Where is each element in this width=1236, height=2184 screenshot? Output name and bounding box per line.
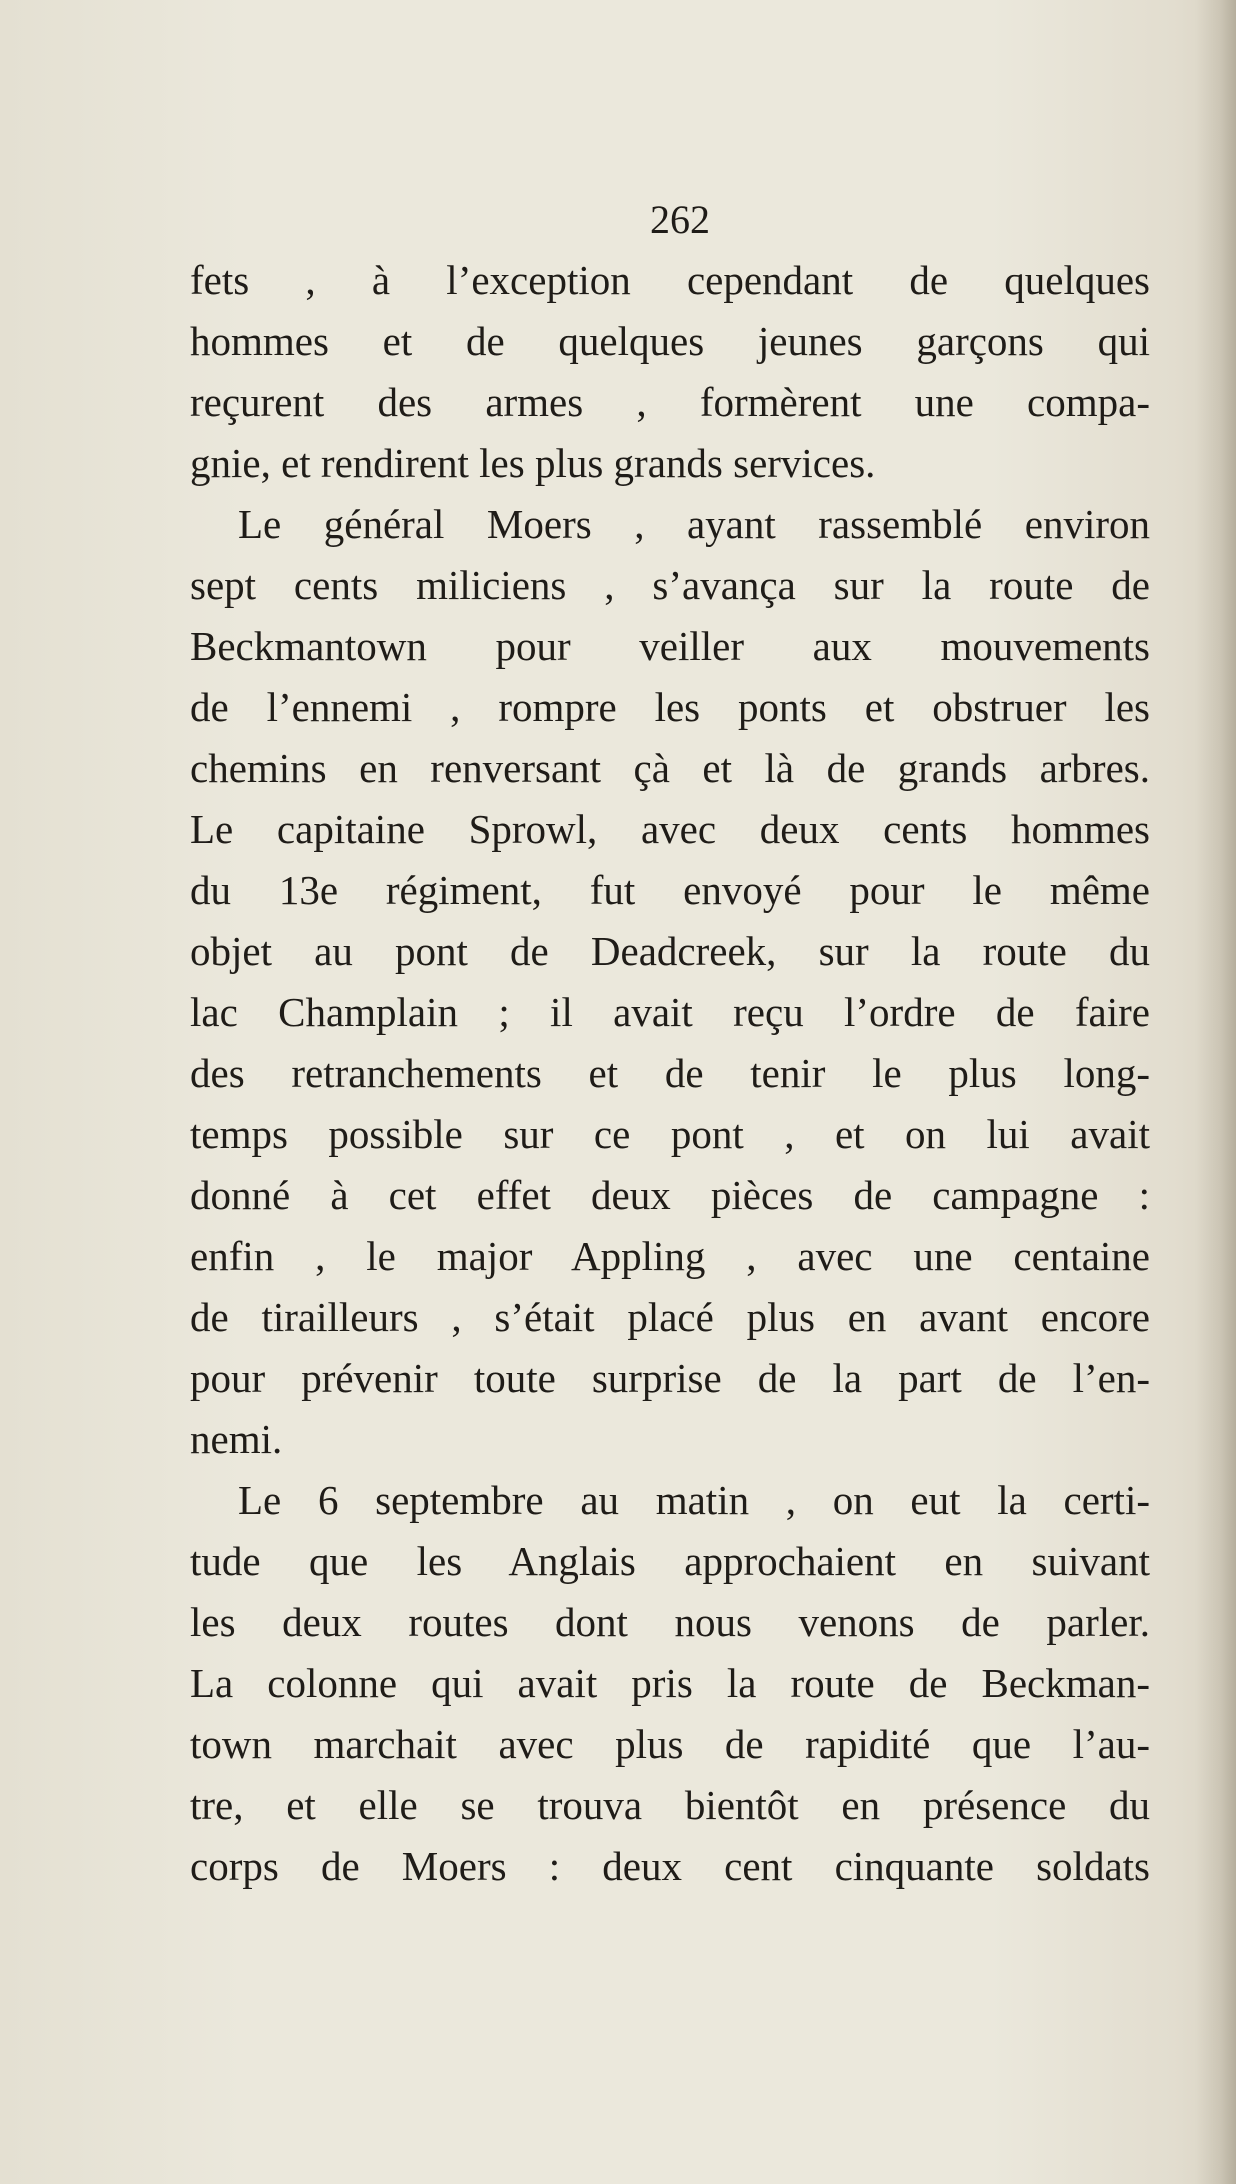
text-line: sept cents miliciens , s’avança sur la route de — [190, 562, 1150, 608]
text-line: de l’ennemi , rompre les ponts et obstruer les — [190, 684, 1150, 730]
text-line: objet au pont de Deadcreek, sur la route du — [190, 928, 1150, 974]
text-line: les deux routes dont nous venons de parler. — [190, 1599, 1150, 1645]
body-text — [190, 250, 1150, 1897]
text-line: Le 6 septembre au matin , on eut la certi- — [238, 1477, 1150, 1523]
text-line: du 13e régiment, fut envoyé pour le même — [190, 867, 1150, 913]
text-line: town marchait avec plus de rapidité que l’au- — [190, 1721, 1150, 1767]
text-line: fets , à l’exception cependant de quelques — [190, 257, 1150, 303]
text-line: temps possible sur ce pont , et on lui avait — [190, 1111, 1150, 1157]
text-line: tude que les Anglais approchaient en suivant — [190, 1538, 1150, 1584]
text-line: chemins en renversant çà et là de grands arbres. — [190, 745, 1150, 791]
text-line: gnie, et rendirent les plus grands services. — [190, 440, 876, 486]
text-line: donné à cet effet deux pièces de campagne : — [190, 1172, 1150, 1218]
page-number: 262 — [650, 197, 710, 242]
text-line: La colonne qui avait pris la route de Beckman- — [190, 1660, 1150, 1706]
text-line: tre, et elle se trouva bientôt en présence du — [190, 1782, 1150, 1828]
text-line: hommes et de quelques jeunes garçons qui — [190, 318, 1150, 364]
page-text-block — [190, 190, 1150, 1897]
text-line: nemi. — [190, 1416, 283, 1462]
text-line: Beckmantown pour veiller aux mouvements — [190, 623, 1150, 669]
text-line: de tirailleurs , s’était placé plus en avant encore — [190, 1294, 1150, 1340]
text-line: pour prévenir toute surprise de la part de l’en- — [190, 1355, 1150, 1401]
text-line: Le général Moers , ayant rassemblé environ — [238, 501, 1150, 547]
page-edge-shadow — [1196, 0, 1236, 2184]
text-line: enfin , le major Appling , avec une centaine — [190, 1233, 1150, 1279]
text-line: lac Champlain ; il avait reçu l’ordre de faire — [190, 989, 1150, 1035]
text-line: reçurent des armes , formèrent une compa- — [190, 379, 1150, 425]
text-line: des retranchements et de tenir le plus long- — [190, 1050, 1150, 1096]
text-line: corps de Moers : deux cent cinquante soldats — [190, 1843, 1150, 1889]
text-line: Le capitaine Sprowl, avec deux cents hommes — [190, 806, 1150, 852]
